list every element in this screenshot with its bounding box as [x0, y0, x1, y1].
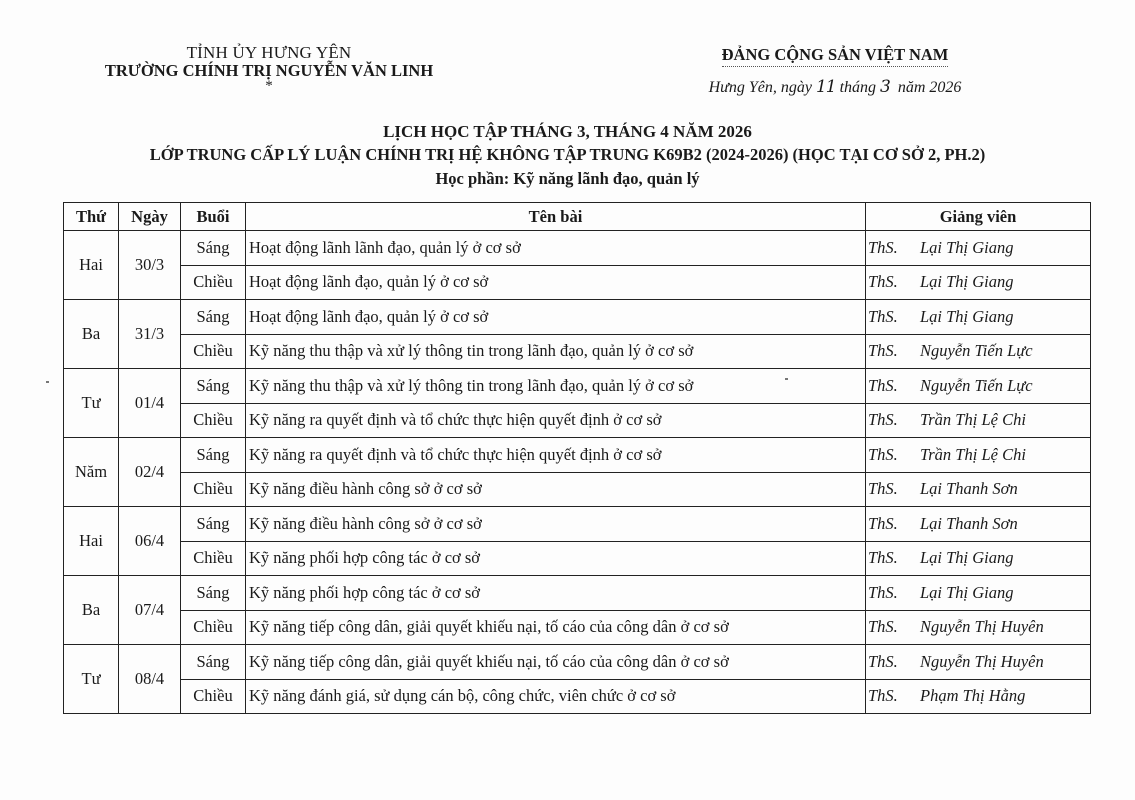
lecturer-name: Phạm Thị Hằng: [920, 686, 1026, 706]
lesson-cell: Kỹ năng đánh giá, sử dụng cán bộ, công chức, viên chức ở cơ sở: [246, 679, 866, 714]
date-cell: 02/4: [119, 438, 181, 507]
lecturer-cell: [866, 610, 1091, 645]
lecturer-name: Trần Thị Lệ Chi: [920, 444, 1026, 464]
class-subtitle: LỚP TRUNG CẤP LÝ LUẬN CHÍNH TRỊ HỆ KHÔNG TẬP TRUNG K69B2 (2024-2026) (HỌC TẠI CƠ SỞ 2, PH.2): [149, 145, 986, 164]
table-row: [64, 403, 1091, 438]
lecturer-name: Lại Thị Giang: [920, 272, 1014, 292]
table-row: [64, 369, 1091, 404]
date-cell: 31/3: [119, 300, 181, 369]
session-cell: Chiều: [181, 334, 246, 369]
lecturer-cell: [866, 300, 1091, 335]
table-row: [64, 231, 1091, 266]
lesson-cell: Kỹ năng điều hành công sở ở cơ sở: [246, 472, 866, 507]
table-row: [64, 576, 1091, 611]
session-cell: Sáng: [181, 231, 246, 266]
issuing-organization: [60, 44, 478, 92]
date-cell: 06/4: [119, 507, 181, 576]
lecturer-cell: [866, 679, 1091, 714]
session-cell: Sáng: [181, 576, 246, 611]
lecturer-degree: ThS.: [868, 410, 898, 430]
lecturer-name: Lại Thị Giang: [920, 582, 1014, 602]
table-row: [64, 334, 1091, 369]
lesson-cell: Kỹ năng thu thập và xử lý thông tin trong lãnh đạo, quản lý ở cơ sở: [246, 334, 866, 369]
session-cell: Sáng: [181, 369, 246, 404]
lesson-cell: Kỹ năng tiếp công dân, giải quyết khiếu nại, tố cáo của công dân ở cơ sở: [246, 645, 866, 680]
lesson-cell: Kỹ năng điều hành công sở ở cơ sở: [246, 507, 866, 542]
lecturer-cell: [866, 472, 1091, 507]
table-row: [64, 507, 1091, 542]
lecturer-name: Nguyễn Thị Huyên: [920, 651, 1044, 671]
lecturer-name: Trần Thị Lệ Chi: [920, 410, 1026, 430]
lesson-cell: Hoạt động lãnh đạo, quản lý ở cơ sở: [246, 265, 866, 300]
lecturer-name: Lại Thị Giang: [920, 237, 1014, 257]
lecturer-cell: [866, 403, 1091, 438]
header-session: Buổi: [181, 203, 246, 231]
date-month: 3: [880, 77, 890, 97]
lecturer-cell: [866, 334, 1091, 369]
lecturer-name: Lại Thanh Sơn: [920, 479, 1018, 499]
date-prefix: Hưng Yên, ngày: [708, 79, 812, 96]
lecturer-degree: ThS.: [868, 651, 898, 671]
lecturer-degree: ThS.: [868, 686, 898, 706]
lecturer-degree: ThS.: [868, 548, 898, 568]
weekday-cell: Ba: [64, 576, 119, 645]
table-row: [64, 300, 1091, 335]
date-year: năm 2026: [897, 79, 962, 96]
schedule-body: [64, 231, 1091, 714]
table-row: [64, 679, 1091, 714]
school-name: TRƯỜNG CHÍNH TRỊ NGUYỄN VĂN LINH: [104, 61, 434, 80]
lecturer-cell: [866, 645, 1091, 680]
session-cell: Chiều: [181, 679, 246, 714]
document-titles: [0, 121, 1135, 191]
table-row: [64, 265, 1091, 300]
date-cell: 07/4: [119, 576, 181, 645]
module-name: Học phần: Kỹ năng lãnh đạo, quản lý: [435, 169, 700, 188]
date-cell: 08/4: [119, 645, 181, 714]
header-weekday: Thứ: [64, 203, 119, 231]
table-header-row: [64, 203, 1091, 231]
lecturer-name: Nguyễn Tiến Lực: [920, 341, 1033, 361]
weekday-cell: Ba: [64, 300, 119, 369]
lecturer-degree: ThS.: [868, 617, 898, 637]
lecturer-degree: ThS.: [868, 306, 898, 326]
party-name: ĐẢNG CỘNG SẢN VIỆT NAM: [722, 44, 949, 67]
session-cell: Chiều: [181, 541, 246, 576]
table-row: [64, 610, 1091, 645]
scan-speck: [46, 381, 49, 383]
lecturer-name: Lại Thị Giang: [920, 548, 1014, 568]
lesson-cell: Kỹ năng ra quyết định và tổ chức thực hiện quyết định ở cơ sở: [246, 438, 866, 473]
table-row: [64, 438, 1091, 473]
session-cell: Sáng: [181, 507, 246, 542]
header-date: Ngày: [119, 203, 181, 231]
weekday-cell: Năm: [64, 438, 119, 507]
lecturer-degree: ThS.: [868, 444, 898, 464]
party-header: [640, 44, 1030, 98]
lecturer-degree: ThS.: [868, 479, 898, 499]
weekday-cell: Tư: [64, 369, 119, 438]
provincial-committee: TỈNH ỦY HƯNG YÊN: [186, 43, 352, 62]
lesson-cell: Kỹ năng tiếp công dân, giải quyết khiếu nại, tố cáo của công dân ở cơ sở: [246, 610, 866, 645]
date-cell: 01/4: [119, 369, 181, 438]
weekday-cell: Hai: [64, 507, 119, 576]
session-cell: Chiều: [181, 403, 246, 438]
lecturer-degree: ThS.: [868, 582, 898, 602]
header-lesson: Tên bài: [246, 203, 866, 231]
lecturer-degree: ThS.: [868, 272, 898, 292]
date-day: 11: [815, 77, 836, 97]
header-lecturer: Giảng viên: [866, 203, 1091, 231]
date-cell: 30/3: [119, 231, 181, 300]
document-title: LỊCH HỌC TẬP THÁNG 3, THÁNG 4 NĂM 2026: [383, 122, 752, 141]
lecturer-name: Nguyễn Tiến Lực: [920, 375, 1033, 395]
lecturer-cell: [866, 231, 1091, 266]
lecturer-name: Lại Thanh Sơn: [920, 513, 1018, 533]
session-cell: Chiều: [181, 265, 246, 300]
lesson-cell: Kỹ năng thu thập và xử lý thông tin trong lãnh đạo, quản lý ở cơ sở: [246, 369, 866, 404]
lesson-cell: Hoạt động lãnh lãnh đạo, quản lý ở cơ sở: [246, 231, 866, 266]
weekday-cell: Tư: [64, 645, 119, 714]
session-cell: Sáng: [181, 645, 246, 680]
place-date: [640, 77, 1030, 98]
asterisk-divider: *: [265, 78, 273, 94]
session-cell: Sáng: [181, 438, 246, 473]
table-row: [64, 541, 1091, 576]
lesson-cell: Kỹ năng ra quyết định và tổ chức thực hiện quyết định ở cơ sở: [246, 403, 866, 438]
session-cell: Sáng: [181, 300, 246, 335]
lecturer-cell: [866, 576, 1091, 611]
lecturer-degree: ThS.: [868, 341, 898, 361]
session-cell: Chiều: [181, 472, 246, 507]
lecturer-degree: ThS.: [868, 513, 898, 533]
weekday-cell: Hai: [64, 231, 119, 300]
session-cell: Chiều: [181, 610, 246, 645]
lecturer-degree: ThS.: [868, 237, 898, 257]
lecturer-cell: [866, 265, 1091, 300]
lecturer-degree: ThS.: [868, 375, 898, 395]
lecturer-cell: [866, 541, 1091, 576]
lecturer-cell: [866, 438, 1091, 473]
lesson-cell: Hoạt động lãnh đạo, quản lý ở cơ sở: [246, 300, 866, 335]
lesson-cell: Kỹ năng phối hợp công tác ở cơ sở: [246, 576, 866, 611]
table-row: [64, 472, 1091, 507]
date-month-label: tháng: [839, 79, 877, 96]
lecturer-name: Nguyễn Thị Huyên: [920, 617, 1044, 637]
lesson-cell: Kỹ năng phối hợp công tác ở cơ sở: [246, 541, 866, 576]
lecturer-name: Lại Thị Giang: [920, 306, 1014, 326]
table-row: [64, 645, 1091, 680]
lecturer-cell: [866, 369, 1091, 404]
schedule-table: [63, 202, 1091, 714]
scan-speck: [785, 378, 788, 380]
lecturer-cell: [866, 507, 1091, 542]
